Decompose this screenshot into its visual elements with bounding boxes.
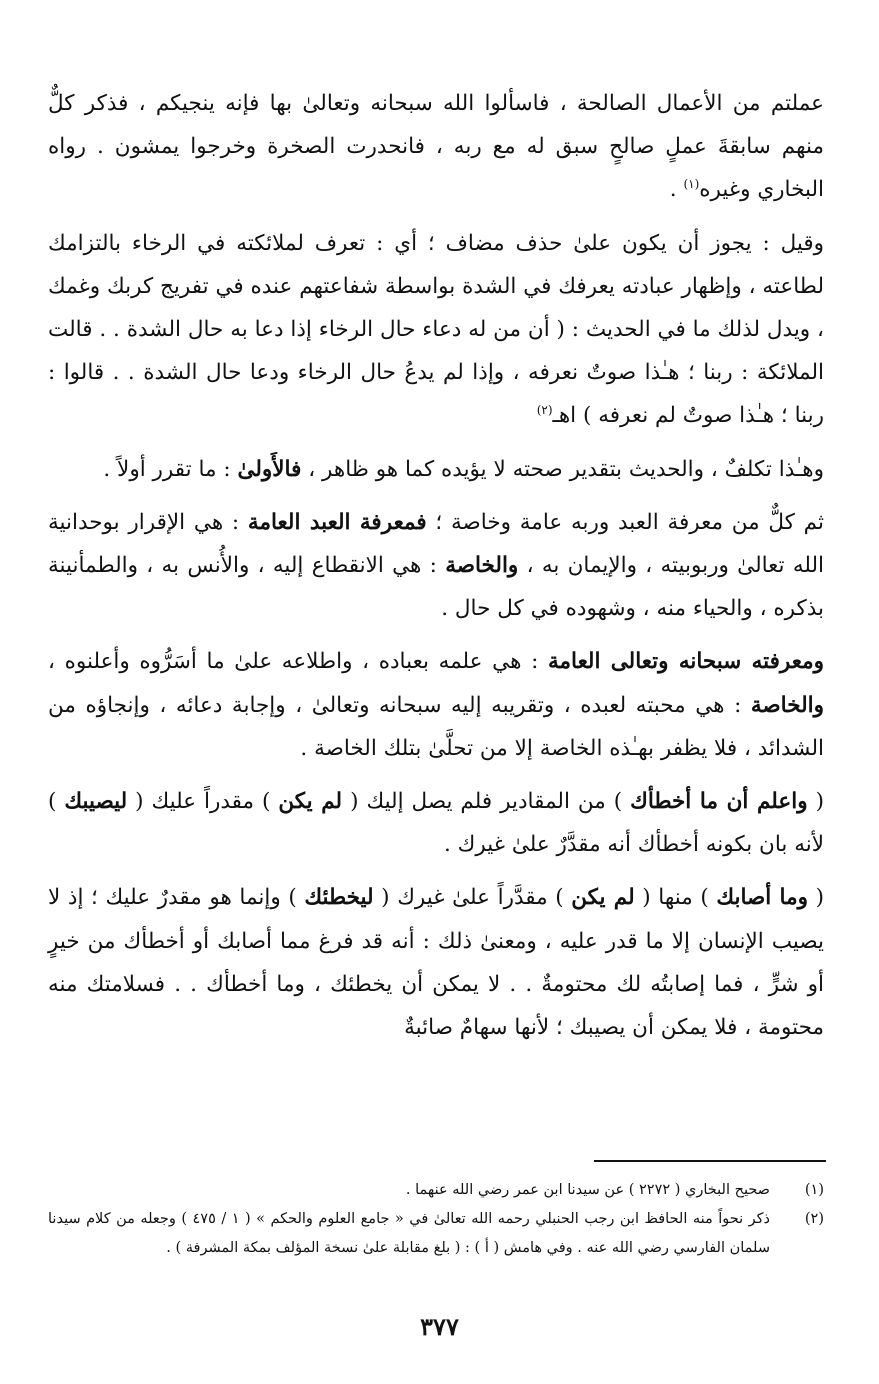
footnote-number: (١) — [804, 1182, 824, 1198]
text-run: : هي الإقرار بوحدانية الله تعالىٰ وربوبيته ، والإيمان به ، — [48, 509, 824, 579]
footnote-separator — [594, 1160, 826, 1162]
footnote — [48, 1205, 824, 1263]
text-run: ) مقدَّراً علىٰ غيرك ( — [373, 885, 572, 911]
text-run: . — [669, 177, 684, 203]
footnote-ref: (١) — [683, 177, 700, 192]
footnotes — [48, 1176, 824, 1263]
bold-term: ليخطئك — [304, 885, 374, 911]
main-text — [48, 82, 824, 1059]
paragraph — [48, 876, 824, 1049]
paragraph — [48, 640, 824, 770]
bold-term: وما أصابك — [716, 885, 808, 911]
footnote-ref: (٢) — [536, 403, 553, 418]
footnote — [48, 1176, 824, 1205]
bold-term: والخاصة — [445, 553, 519, 579]
text-run: : هي محبته لعبده ، وتقريبه إليه سبحانه وتعالىٰ ، وإجابة دعائه ، وإنجاؤه من الشدائد ، فلا يظفر بهـٰذه الخاصة إلا من تحلَّىٰ بتلك الخاصة . — [48, 692, 824, 761]
text-run: ثم كلٌّ من معرفة العبد وربه عامة وخاصة ؛ — [426, 509, 824, 535]
page-number: ٣٧٧ — [420, 1312, 459, 1341]
paragraph — [48, 222, 824, 438]
paragraph — [48, 780, 824, 866]
bold-term: والخاصة — [750, 692, 824, 718]
bold-term: لم يكن — [571, 885, 635, 911]
text-run: وهـٰذا تكلفٌ ، والحديث بتقدير صحته لا يؤيده كما هو ظاهر ، — [301, 456, 824, 482]
text-run: ) مقدراً عليك ( — [127, 789, 279, 815]
bold-term: واعلم أن ما أخطأك — [630, 789, 808, 815]
paragraph — [48, 448, 824, 491]
text-run: ) لأنه بان بكونه أخطأك أنه مقدَّرٌ علىٰ غيرك . — [48, 789, 824, 858]
text-run: : هي الانقطاع إليه ، والأُنس به ، والطمأنينة بذكره ، والحياء منه ، وشهوده في كل حال . — [48, 553, 824, 622]
text-run: ) من المقادير فلم يصل إليك ( — [342, 789, 631, 815]
text-run: عملتم من الأعمال الصالحة ، فاسألوا الله سبحانه وتعالىٰ بها فإنه ينجيكم ، فذكر كلٌّ منهم سابقةَ عملٍ صالحٍ سبق له مع ربه ، فانحدرت الصخرة وخرجوا يمشون . رواه البخاري وغيره — [48, 91, 824, 203]
bold-term: ليصيبك — [64, 789, 128, 815]
paragraph — [48, 82, 824, 212]
footnote-number: (٢) — [804, 1211, 824, 1227]
text-run: ) وإنما هو مقدرٌ عليك ؛ إذ لا يصيب الإنسان إلا ما قدر عليه ، ومعنىٰ ذلك : أنه قد فرغ مما أصابك أو أخطأك من خيرٍ أو شرٍّ ، فما إصابتُه لك محتومةٌ . . لا يمكن أن يخطئك ، وما أخطأك . . فسلامتك منه محتومة ، فلا يمكن أن يصيبك ؛ لأنها سهامٌ صائبةٌ — [48, 885, 824, 1041]
text-run: ( — [807, 789, 824, 815]
bold-term: فالأَولىٰ — [237, 456, 302, 482]
text-run: ( — [807, 885, 824, 911]
paragraph — [48, 501, 824, 631]
footnote-text: صحيح البخاري ( ٢٢٧٢ ) عن سيدنا ابن عمر رضي الله عنهما . — [405, 1182, 770, 1198]
bold-term: ومعرفته سبحانه وتعالى العامة — [547, 649, 825, 675]
text-run: ) منها ( — [634, 885, 717, 911]
bold-term: لم يكن — [278, 789, 343, 815]
bold-term: فمعرفة العبد العامة — [247, 509, 427, 535]
footnote-text: ذكر نحواً منه الحافظ ابن رجب الحنبلي رحمه الله تعالىٰ في « جامع العلوم والحكم » ( ١ / ٤٧٥ ) وجعله من كلام سيدنا سلمان الفارسي رضي الله عنه . وفي هامش ( أ ) : ( بلغ مقابلة علىٰ نسخة المؤلف بمكة المشرفة ) . — [48, 1211, 770, 1256]
text-run: : هي علمه بعباده ، واطلاعه علىٰ ما أسَرُّوه وأعلنوه ، — [48, 649, 548, 675]
text-run: وقيل : يجوز أن يكون علىٰ حذف مضاف ؛ أي : تعرف لملائكته في الرخاء بالتزامك لطاعته ، وإظهار عبادته يعرفك في الشدة بواسطة شفاعتهم عنده في تفريج كربك وغمك ، ويدل لذلك ما في الحديث : ( أن من له دعاء حال الرخاء إذا دعا به حال الشدة . . قالت الملائكة : ربنا ؛ هـٰذا صوتٌ نعرفه ، وإذا لم يدعُ حال الرخاء ودعا حال الشدة . . قالوا : ربنا ؛ هـٰذا صوتٌ لم نعرفه ) اهـ — [48, 230, 824, 429]
text-run: : ما تقرر أولاً . — [103, 456, 238, 482]
